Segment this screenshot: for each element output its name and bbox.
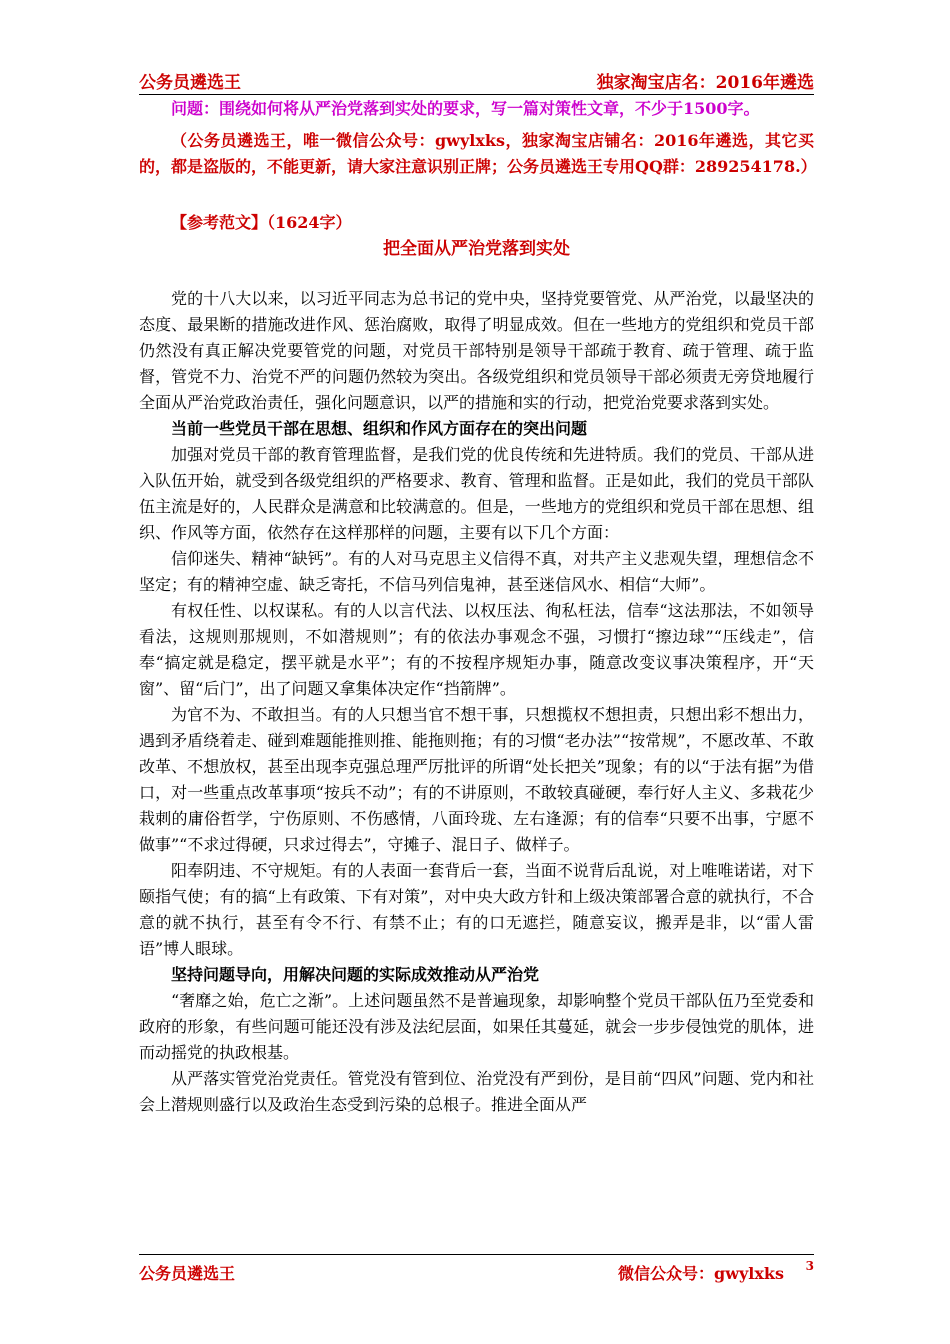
footer-brand: 公务员遴选王 (139, 1264, 236, 1283)
paragraph: “奢靡之始，危亡之渐”。上述问题虽然不是普遍现象，却影响整个党员干部队伍乃至党委和政府的形象，有些问题可能还没有涉及法纪层面，如果任其蔓延，就会一步步侵蚀党的肌体，进而动摇党的执政根基。 (139, 991, 814, 1062)
page-number: 3 (805, 1259, 814, 1273)
reference-label: 【参考范文】（1624字） (171, 213, 352, 232)
essay-title: 把全面从严治党落到实处 (383, 239, 570, 259)
paragraph: 为官不为、不敢担当。有的人只想当官不想干事，只想揽权不想担责，只想出彩不想出力，遇到矛盾绕着走、碰到难题能推则推、能拖则拖；有的习惯“老办法”“按常规”，不愿改革、不敢改革、不想放权，甚至出现李克强总理严厉批评的所谓“处长把关”现象；有的以“于法有据”为借口，对一些重点改革事项“按兵不动”；有的不讲原则，不敢较真碰硬，奉行好人主义、多栽花少栽刺的庸俗哲学，宁伤原则、不伤感情，八面玲珑、左右逢源；有的信奉“只要不出事，宁愿不做事”“不求过得硬，只求过得去”，守摊子、混日子、做样子。 (139, 705, 814, 854)
paragraph: 加强对党员干部的教育管理监督，是我们党的优良传统和先进特质。我们的党员、干部从进入队伍开始，就受到各级党组织的严格要求、教育、管理和监督。正是如此，我们的党员干部队伍主流是好的，人民群众是满意和比较满意的。但是，一些地方的党组织和党员干部在思想、组织、作风等方面，依然存在这样那样的问题，主要有以下几个方面： (139, 445, 814, 542)
copyright-notice: （公务员遴选王，唯一微信公众号：gwylxks，独家淘宝店铺名：2016年遴选，其它买的，都是盗版的，不能更新，请大家注意识别正牌；公务员遴选王专用QQ群：289254178.） (139, 131, 817, 176)
section-heading: 当前一些党员干部在思想、组织和作风方面存在的突出问题 (171, 419, 588, 438)
paragraph: 党的十八大以来，以习近平同志为总书记的党中央，坚持党要管党、从严治党，以最坚决的态度、最果断的措施改进作风、惩治腐败，取得了明显成效。但在一些地方的党组织和党员干部仍然没有真正解决党要管党的问题，对党员干部特别是领导干部疏于教育、疏于管理、疏于监督，管党不力、治党不严的问题仍然较为突出。各级党组织和党员领导干部必须责无旁贷地履行全面从严治党政治责任，强化问题意识，以严的措施和实的行动，把党治党要求落到实处。 (139, 289, 814, 412)
header-brand: 公务员遴选王 (139, 73, 241, 93)
paragraph: 阳奉阴违、不守规矩。有的人表面一套背后一套，当面不说背后乱说，对上唯唯诺诺，对下颐指气使；有的搞“上有政策、下有对策”，对中央大政方针和上级决策部署合意的就执行，不合意的就不执行，甚至有令不行、有禁不止；有的口无遮拦，随意妄议，搬弄是非，以“雷人雷语”博人眼球。 (139, 861, 814, 958)
page-footer (139, 1254, 814, 1283)
footer-wechat: 微信公众号：gwylxks (618, 1264, 784, 1283)
header-shop-name: 独家淘宝店名：2016年遴选 (596, 73, 814, 93)
paragraph: 从严落实管党治党责任。管党没有管到位、治党没有严到份，是目前“四风”问题、党内和社会上潜规则盛行以及政治生态受到污染的总根子。推进全面从严 (139, 1069, 814, 1114)
page-header (139, 68, 814, 95)
question-text: 问题：围绕如何将从严治党落到实处的要求，写一篇对策性文章，不少于1500字。 (171, 99, 760, 118)
paragraph: 信仰迷失、精神“缺钙”。有的人对马克思主义信得不真，对共产主义悲观失望，理想信念不坚定；有的精神空虚、缺乏寄托，不信马列信鬼神，甚至迷信风水、相信“大师”。 (139, 549, 814, 594)
paragraph: 有权任性、以权谋私。有的人以言代法、以权压法、徇私枉法，信奉“这法那法，不如领导看法，这规则那规则，不如潜规则”；有的依法办事观念不强，习惯打“擦边球”“压线走”，信奉“搞定就是稳定，摆平就是水平”；有的不按程序规矩办事，随意改变议事决策程序，开“天窗”、留“后门”，出了问题又拿集体决定作“挡箭牌”。 (139, 601, 814, 698)
document-body (139, 96, 817, 1118)
section-heading: 坚持问题导向，用解决问题的实际成效推动从严治党 (171, 965, 540, 984)
